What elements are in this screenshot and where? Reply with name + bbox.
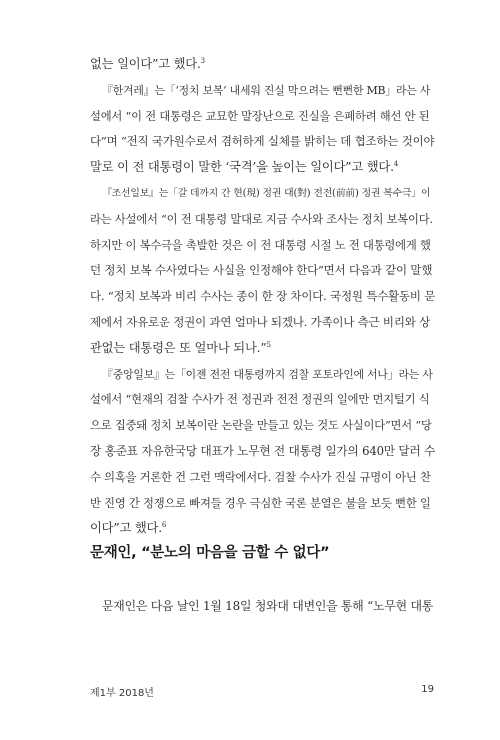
text-line: 하지만 이 복수극을 촉발한 것은 이 전 대통령 시절 노 전 대통령에게 했 [90, 238, 431, 252]
running-footer: 제1부 2018년 [90, 688, 154, 699]
footnote-marker: 5 [266, 340, 271, 349]
text-line: 반 진영 간 정쟁으로 빠져들 경우 극심한 국론 분열은 불을 보듯 뻔한 일 [90, 496, 431, 510]
section-heading: 문재인, “분노의 마음을 금할 수 없다” [90, 545, 330, 561]
text-line: 없는 일이다”고 했다.$^3$ [90, 56, 205, 71]
text-line: 제에서 자유로운 정권이 과연 얼마나 되겠나. 가족이나 측근 비리와 상 [90, 314, 431, 329]
text-line: 관없는 대통령은 또 얼마나 되나.”$^5$ [90, 340, 271, 355]
text-line: 으로 집중돼 정치 보복이란 논란을 만들고 있는 것도 사실이다”면서 “당 [90, 419, 432, 433]
body-text [90, 52, 435, 542]
text-line: 다”며 “전직 국가원수로서 겸허하게 실체를 밝히는 데 협조하는 것이야 [90, 134, 435, 149]
text-line: 던 정치 보복 수사였다는 사실을 인정해야 한다”면서 다음과 같이 말했 [90, 263, 433, 278]
page-number: 19 [421, 684, 434, 695]
text-line: 설에서 “현재의 검찰 수사가 전 정권과 전전 정권의 일에만 먼지털기 식 [90, 393, 430, 407]
text-line: 라는 사설에서 “이 전 대통령 말대로 지금 수사와 조사는 정치 보복이다. [90, 212, 433, 226]
text-line: 『조선일보』는「갈 데까지 간 현(現) 정권 대(對) 전전(前前) 정권 복수극」이 [102, 187, 431, 199]
footnote-marker: 6 [161, 521, 167, 530]
text-line: 수 의혹을 거론한 건 그런 맥락에서다. 검찰 수사가 진실 규명이 아닌 찬 [90, 470, 431, 484]
text-line: 장 홍준표 자유한국당 대표가 노무현 전 대통령 일가의 640만 달러 수 [90, 443, 435, 458]
text-line: 『한겨레』는「‘정치 보복’ 내세워 진실 막으려는 뻔뻔한 MB」라는 사 [102, 83, 431, 97]
section-body [90, 594, 435, 620]
text-line: 이다”고 했다.$^6$ [90, 521, 167, 536]
footnote-marker: 3 [200, 56, 205, 65]
footnote-marker: 4 [393, 160, 399, 169]
text-line: 설에서 “이 전 대통령은 교묘한 말장난으로 진실을 은폐하려 해선 안 된 [90, 109, 430, 123]
text-line: 말로 이 전 대통령이 말한 ‘국격’을 높이는 일이다”고 했다.$^4$ [90, 160, 399, 175]
text-line: 문재인은 다음 날인 1월 18일 청와대 대변인을 통해 “노무현 대통 [102, 599, 434, 613]
text-line: 다. “정치 보복과 비리 수사는 종이 한 장 차이다. 국정원 특수활동비 문 [90, 289, 435, 304]
text-line: 『중앙일보』는「이젠 전전 대통령까지 검찰 포토라인에 서나」라는 사 [102, 367, 433, 381]
